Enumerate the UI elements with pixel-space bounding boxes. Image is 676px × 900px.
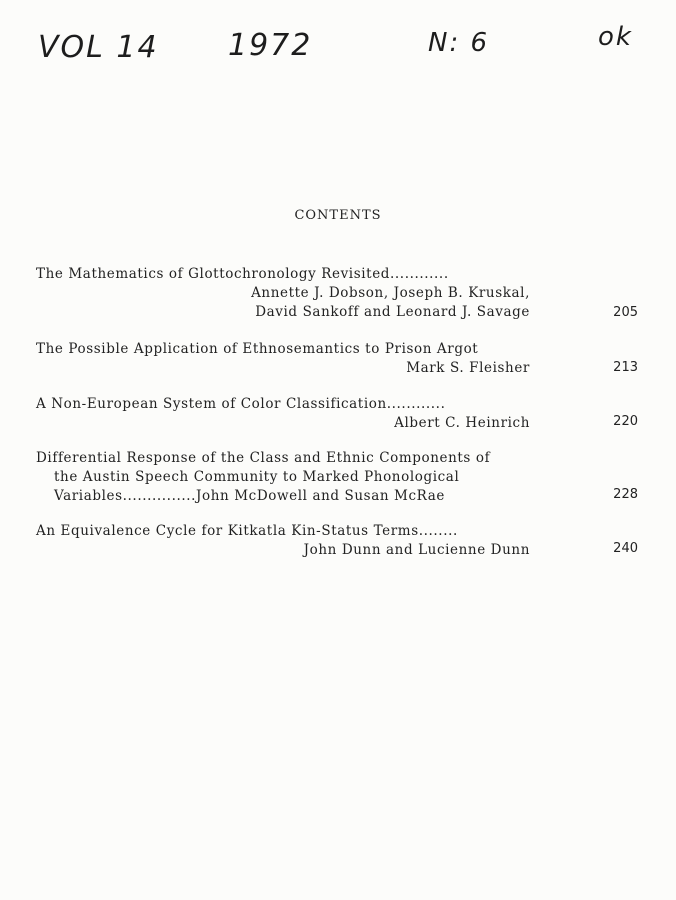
toc-entry: [36, 522, 646, 560]
toc-entry: [36, 395, 646, 433]
entry-authors: Mark S. Fleisher: [406, 360, 530, 376]
page-number: 220: [613, 414, 638, 429]
entry-title-authors: Variables...............John McDowell and Susan McRae: [54, 488, 445, 504]
entry-title: Differential Response of the Class and Ethnic Components of: [36, 450, 491, 466]
entry-authors: John Dunn and Lucienne Dunn: [303, 542, 530, 558]
page-number: 240: [613, 541, 638, 556]
handwritten-number: N: 6: [428, 28, 490, 58]
page-number: 213: [613, 360, 638, 375]
handwritten-volume: VOL 14: [38, 30, 159, 65]
entry-title: A Non-European System of Color Classification............: [36, 396, 446, 412]
entry-title: the Austin Speech Community to Marked Phonological: [54, 469, 460, 485]
entry-title: The Possible Application of Ethnosemantics to Prison Argot: [36, 341, 479, 357]
toc-entry: [36, 340, 646, 378]
entry-authors: David Sankoff and Leonard J. Savage: [255, 304, 530, 320]
toc-entry: [36, 449, 646, 506]
entry-authors: Albert C. Heinrich: [394, 415, 530, 431]
entry-authors: Annette J. Dobson, Joseph B. Kruskal,: [251, 285, 530, 301]
handwritten-ok-mark: ok: [598, 22, 633, 52]
entry-title: The Mathematics of Glottochronology Revisited............: [36, 266, 449, 282]
entry-title: An Equivalence Cycle for Kitkatla Kin-Status Terms........: [36, 523, 458, 539]
toc-entry: [36, 265, 646, 322]
page-title: CONTENTS: [294, 208, 382, 223]
handwritten-year: 1972: [228, 28, 313, 63]
page-number: 205: [613, 305, 638, 320]
page-number: 228: [613, 487, 638, 502]
